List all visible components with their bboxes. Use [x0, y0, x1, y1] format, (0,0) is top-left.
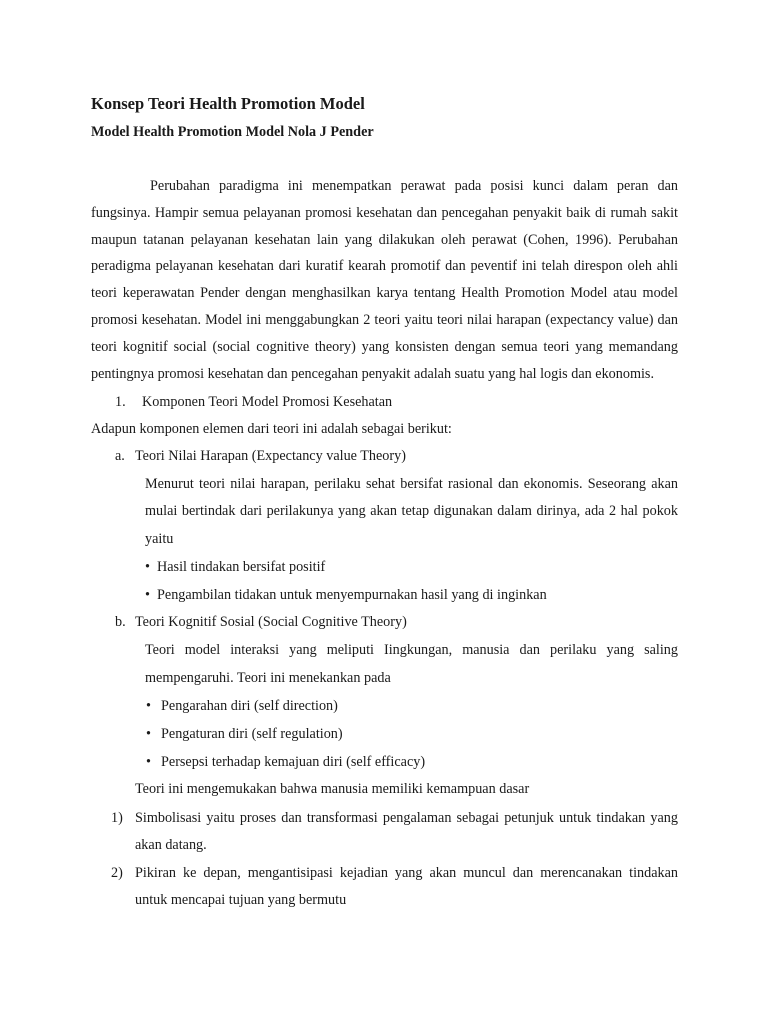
bullet-item — [145, 692, 678, 720]
bullet-glyph: • — [145, 587, 150, 604]
bullet-text: Pengambilan tidakan untuk menyempurnakan hasil yang di inginkan — [157, 587, 547, 604]
item-b-marker: b. — [115, 614, 126, 631]
item-a-marker: a. — [115, 447, 125, 464]
section-number: 1. — [115, 394, 126, 411]
bullet-glyph: • — [146, 726, 151, 743]
lead-sentence: Adapun komponen elemen dari teori ini adalah sebagai berikut: — [91, 421, 452, 438]
bullet-item — [145, 581, 678, 609]
numbered-item — [91, 805, 678, 860]
bullet-glyph: • — [146, 754, 151, 771]
intro-paragraph: Perubahan paradigma ini menempatkan perawat pada posisi kunci dalam peran dan fungsinya. Hampir semua pelayanan promosi kesehatan dan pencegahan penyakit baik di rumah sakit maupun tatanan pelayanan kesehatan lain yang dilakukan oleh perawat (Cohen, 1996). Perubahan peradigma pelayanan kesehatan dari kuratif kearah promotif dan peventif ini telah direspon oleh ahli teori keperawatan Pender dengan menghasilkan karya tentang Health Promotion Model atau model promosi kesehatan. Model ini menggabungkan 2 teori yaitu teori nilai harapan (expectancy value) dan teori kognitif social (social cognitive theory) yang konsisten dengan semua teori yang memandang pentingnya promosi kesehatan dan pencegahan penyakit adalah suatu yang hal logis dan ekonomis. — [91, 178, 678, 382]
bullet-glyph: • — [146, 698, 151, 715]
bullet-text: Hasil tindakan bersifat positif — [157, 559, 326, 576]
item-b-title: Teori Kognitif Sosial (Social Cognitive Theory) — [135, 614, 407, 631]
numbered-marker: 1) — [111, 809, 123, 826]
item-b-heading — [91, 609, 678, 636]
numbered-text: Simbolisasi yaitu proses dan transformasi pengalaman sebagai petunjuk untuk tindakan yang akan datang. — [135, 809, 678, 854]
item-a-body: Menurut teori nilai harapan, perilaku sehat bersifat rasional dan ekonomis. Seseorang akan mulai bertindak dari perilakunya yang akan tetap digunakan dalam dirinya, ada 2 hal pokok yaitu — [145, 475, 678, 547]
item-a-bullet-list — [145, 553, 678, 609]
item-b-body: Teori model interaksi yang meliputi Iingkungan, manusia dan perilaku yang saling mempengaruhi. Teori ini menekankan pada — [145, 642, 678, 686]
document-content — [91, 92, 678, 915]
bullet-text: Persepsi terhadap kemajuan diri (self efficacy) — [161, 754, 426, 771]
section-title: Komponen Teori Model Promosi Kesehatan — [142, 394, 393, 411]
numbered-marker: 2) — [111, 864, 123, 881]
bullet-item — [145, 720, 678, 748]
item-b-bullet-list — [145, 692, 678, 776]
bullet-text: Pengarahan diri (self direction) — [161, 698, 338, 715]
bullet-item — [145, 748, 678, 776]
document-subtitle: Model Health Promotion Model Nola J Pender — [91, 124, 374, 140]
item-b-closing: Teori ini mengemukakan bahwa manusia memiliki kemampuan dasar — [135, 781, 530, 798]
document-title: Konsep Teori Health Promotion Model — [91, 94, 365, 113]
section-heading — [91, 389, 678, 416]
bullet-glyph: • — [145, 559, 150, 576]
item-a-heading — [91, 443, 678, 470]
item-a-title: Teori Nilai Harapan (Expectancy value Theory) — [135, 447, 406, 464]
bullet-text: Pengaturan diri (self regulation) — [161, 726, 343, 743]
numbered-text: Pikiran ke depan, mengantisipasi kejadian yang akan muncul dan merencanakan tindakan untuk mencapai tujuan yang bermutu — [135, 864, 678, 909]
bullet-item — [145, 553, 678, 581]
numbered-item — [91, 860, 678, 915]
